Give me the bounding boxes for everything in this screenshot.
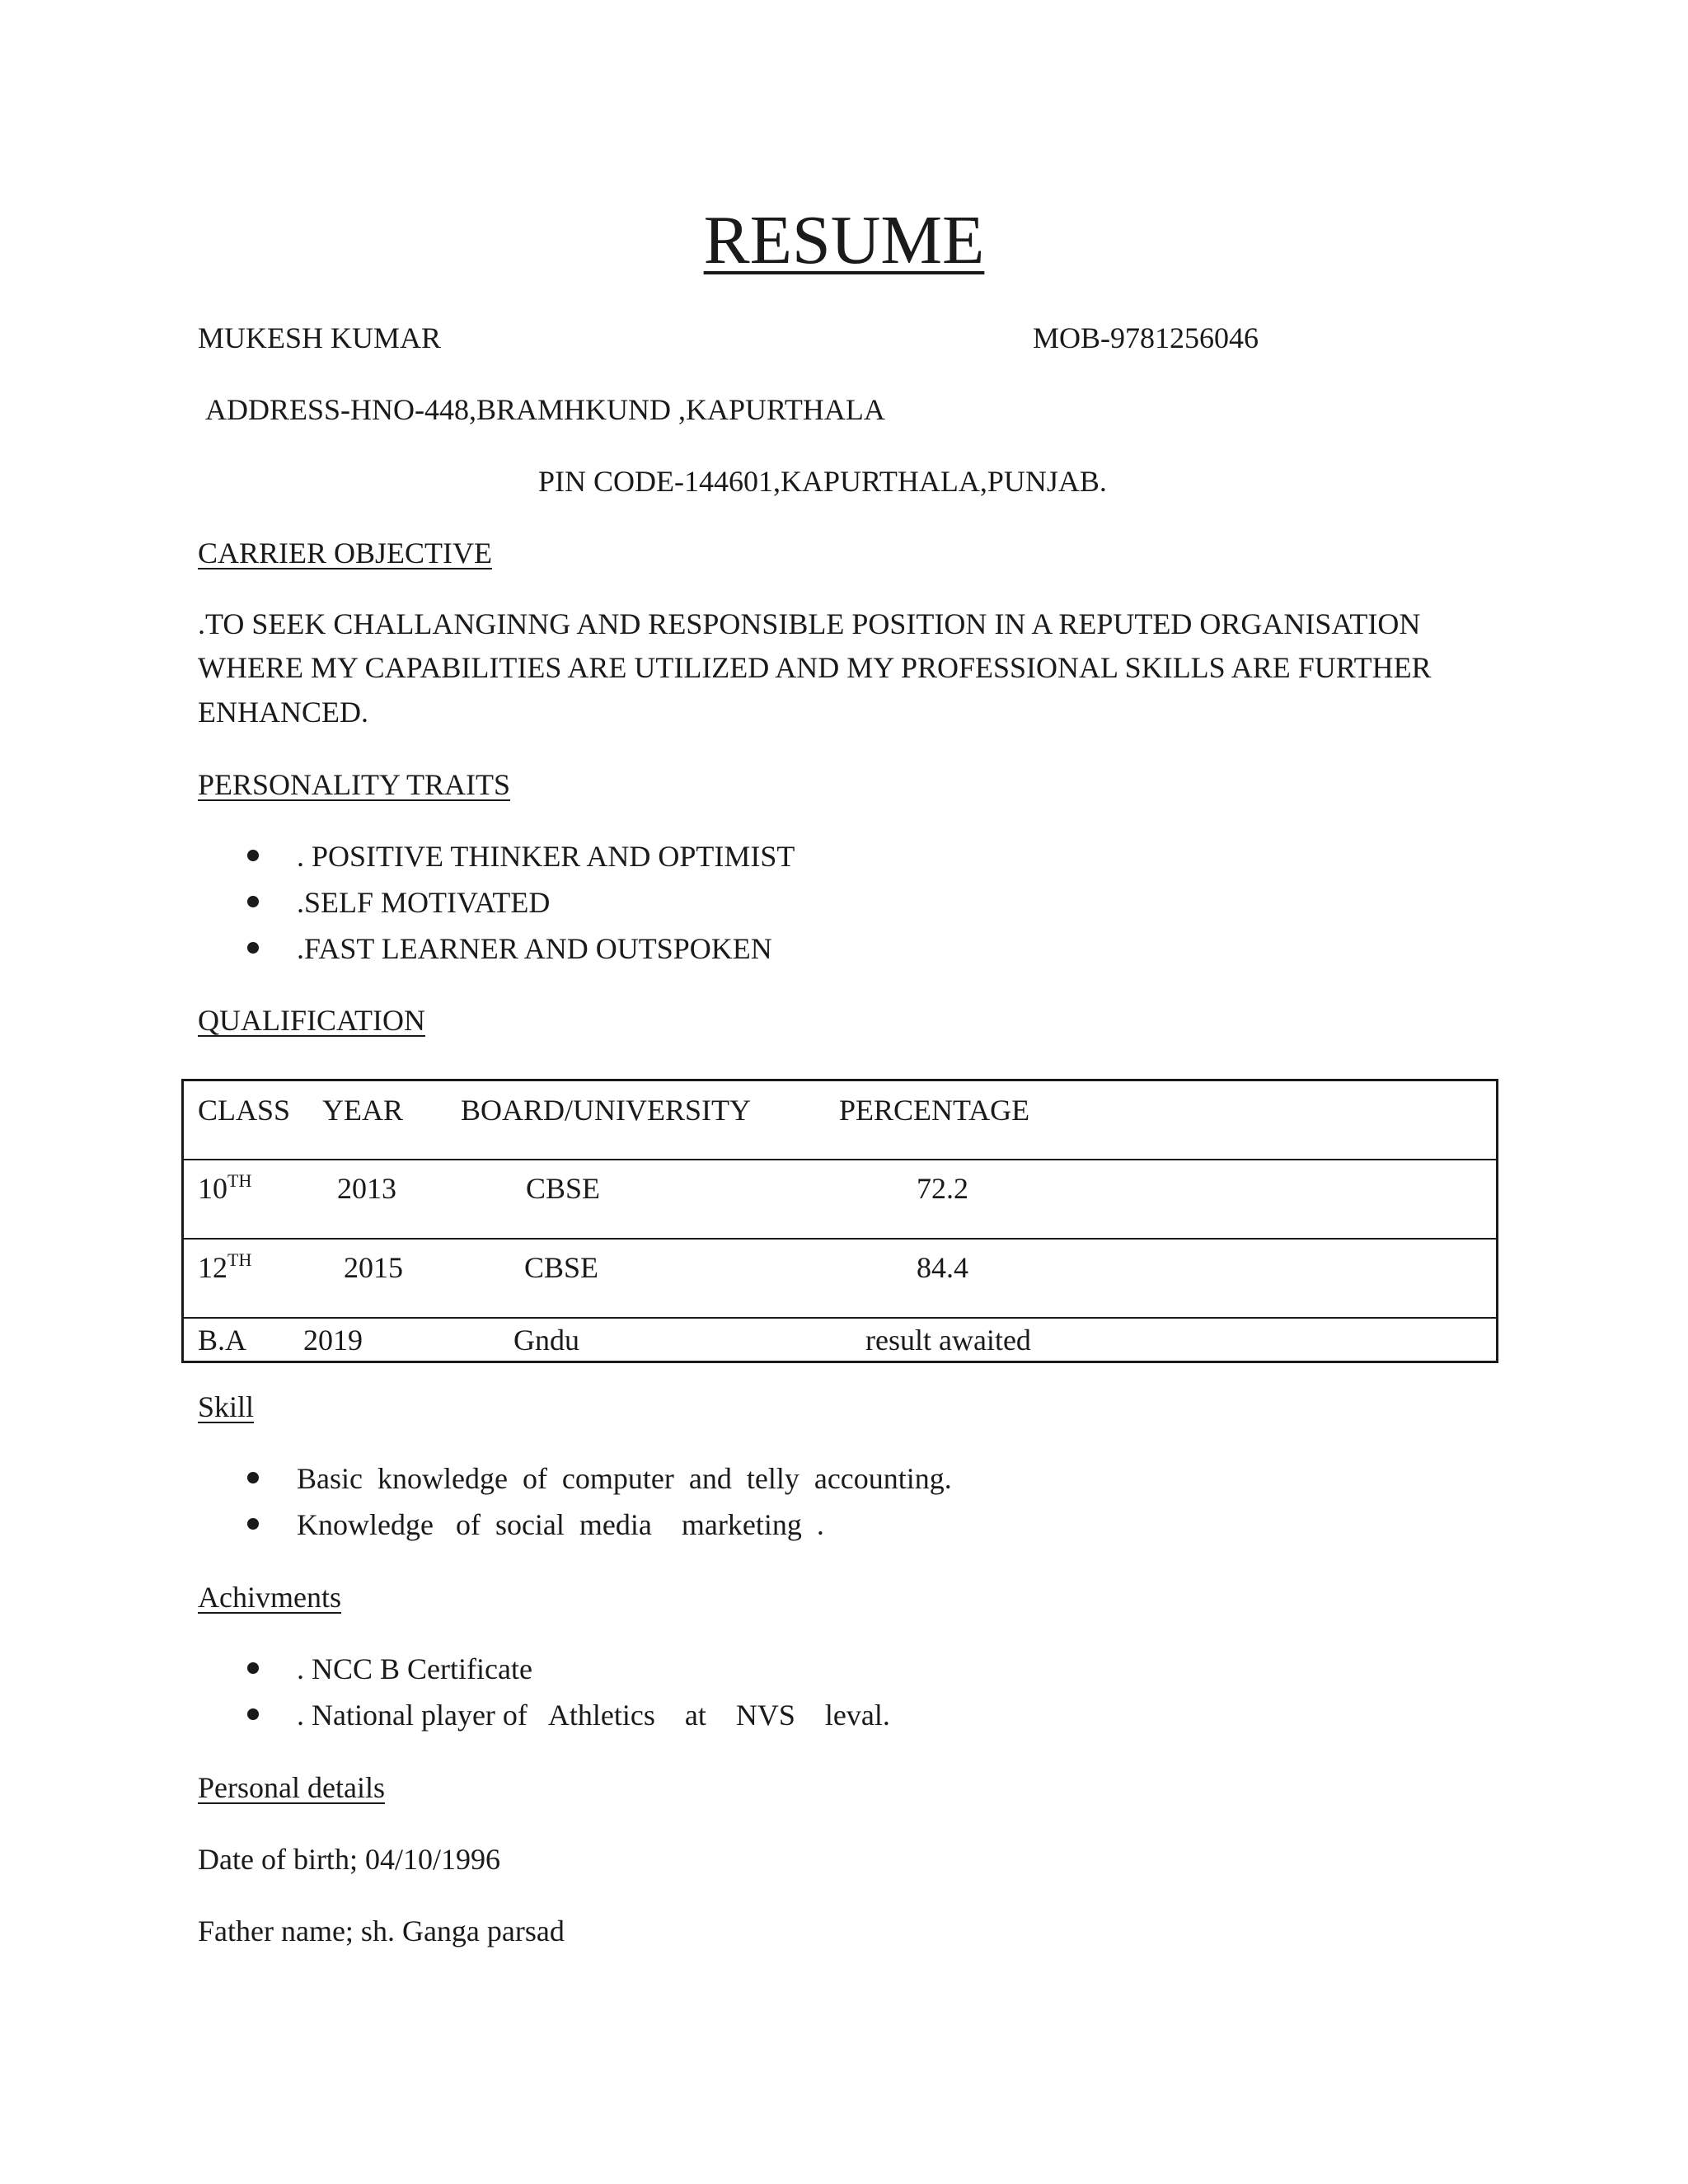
table-row: [184, 1159, 1496, 1238]
candidate-name: MUKESH KUMAR: [198, 321, 442, 354]
achievement-text: . National player of Athletics at NVS leval.: [297, 1699, 890, 1732]
cell-board: CBSE: [526, 1172, 601, 1205]
career-objective-line-3: ENHANCED.: [198, 696, 368, 729]
bullet-icon: [247, 1472, 259, 1483]
list-item: [247, 934, 795, 980]
cell-percentage: 84.4: [917, 1251, 968, 1284]
column-header-class: CLASS: [198, 1094, 291, 1127]
skill-text: Basic knowledge of computer and telly accounting.: [297, 1462, 952, 1495]
list-item: [247, 1654, 890, 1700]
skill-heading: Skill: [198, 1390, 255, 1423]
trait-text: .SELF MOTIVATED: [297, 886, 551, 919]
date-of-birth: Date of birth; 04/10/1996: [198, 1843, 500, 1876]
list-item: [247, 1464, 952, 1510]
skill-list: [247, 1464, 952, 1556]
column-header-board: BOARD/UNIVERSITY: [461, 1094, 752, 1127]
cell-percentage: result awaited: [865, 1324, 1031, 1357]
trait-text: . POSITIVE THINKER AND OPTIMIST: [297, 840, 795, 873]
cell-year: 2015: [344, 1251, 403, 1284]
cell-percentage: 72.2: [917, 1172, 968, 1205]
father-name: Father name; sh. Ganga parsad: [198, 1915, 565, 1947]
career-objective-line-1: .TO SEEK CHALLANGINNG AND RESPONSIBLE POSITION IN A REPUTED ORGANISATION: [198, 607, 1421, 640]
bullet-icon: [247, 1662, 259, 1674]
personality-traits-heading: PERSONALITY TRAITS: [198, 768, 511, 801]
achievements-heading: Achivments: [198, 1581, 341, 1614]
list-item: [247, 1700, 890, 1746]
address-line-1: ADDRESS-HNO-448,BRAMHKUND ,KAPURTHALA: [205, 393, 885, 426]
address-line-2: PIN CODE-144601,KAPURTHALA,PUNJAB.: [538, 465, 1107, 498]
column-header-year: YEAR: [322, 1094, 403, 1127]
career-objective-heading: CARRIER OBJECTIVE: [198, 537, 493, 569]
cell-class: 10TH: [198, 1170, 252, 1205]
column-header-percentage: PERCENTAGE: [839, 1094, 1030, 1127]
personality-traits-list: [247, 841, 795, 980]
bullet-icon: [247, 1708, 259, 1720]
cell-year: 2013: [337, 1172, 396, 1205]
cell-class: 12TH: [198, 1249, 252, 1284]
list-item: [247, 1510, 952, 1556]
qualification-heading: QUALIFICATION: [198, 1004, 425, 1037]
achievement-text: . NCC B Certificate: [297, 1652, 532, 1685]
bullet-icon: [247, 850, 259, 861]
bullet-icon: [247, 942, 259, 954]
table-row: [184, 1238, 1496, 1317]
mobile-number: MOB-9781256046: [1033, 321, 1259, 354]
personal-details-heading: Personal details: [198, 1771, 385, 1804]
career-objective-line-2: WHERE MY CAPABILITIES ARE UTILIZED AND MY PROFESSIONAL SKILLS ARE FURTHER: [198, 651, 1432, 684]
skill-text: Knowledge of social media marketing .: [297, 1508, 824, 1541]
achievements-list: [247, 1654, 890, 1746]
trait-text: .FAST LEARNER AND OUTSPOKEN: [297, 932, 772, 965]
cell-year: 2019: [303, 1324, 363, 1357]
cell-class: B.A: [198, 1324, 247, 1357]
list-item: [247, 841, 795, 888]
list-item: [247, 888, 795, 934]
table-header-row: [184, 1081, 1496, 1159]
bullet-icon: [247, 896, 259, 907]
cell-board: Gndu: [513, 1324, 579, 1357]
bullet-icon: [247, 1518, 259, 1530]
cell-board: CBSE: [524, 1251, 599, 1284]
qualification-table: [181, 1079, 1498, 1363]
page-title: RESUME: [703, 202, 985, 279]
table-row: [184, 1317, 1496, 1363]
